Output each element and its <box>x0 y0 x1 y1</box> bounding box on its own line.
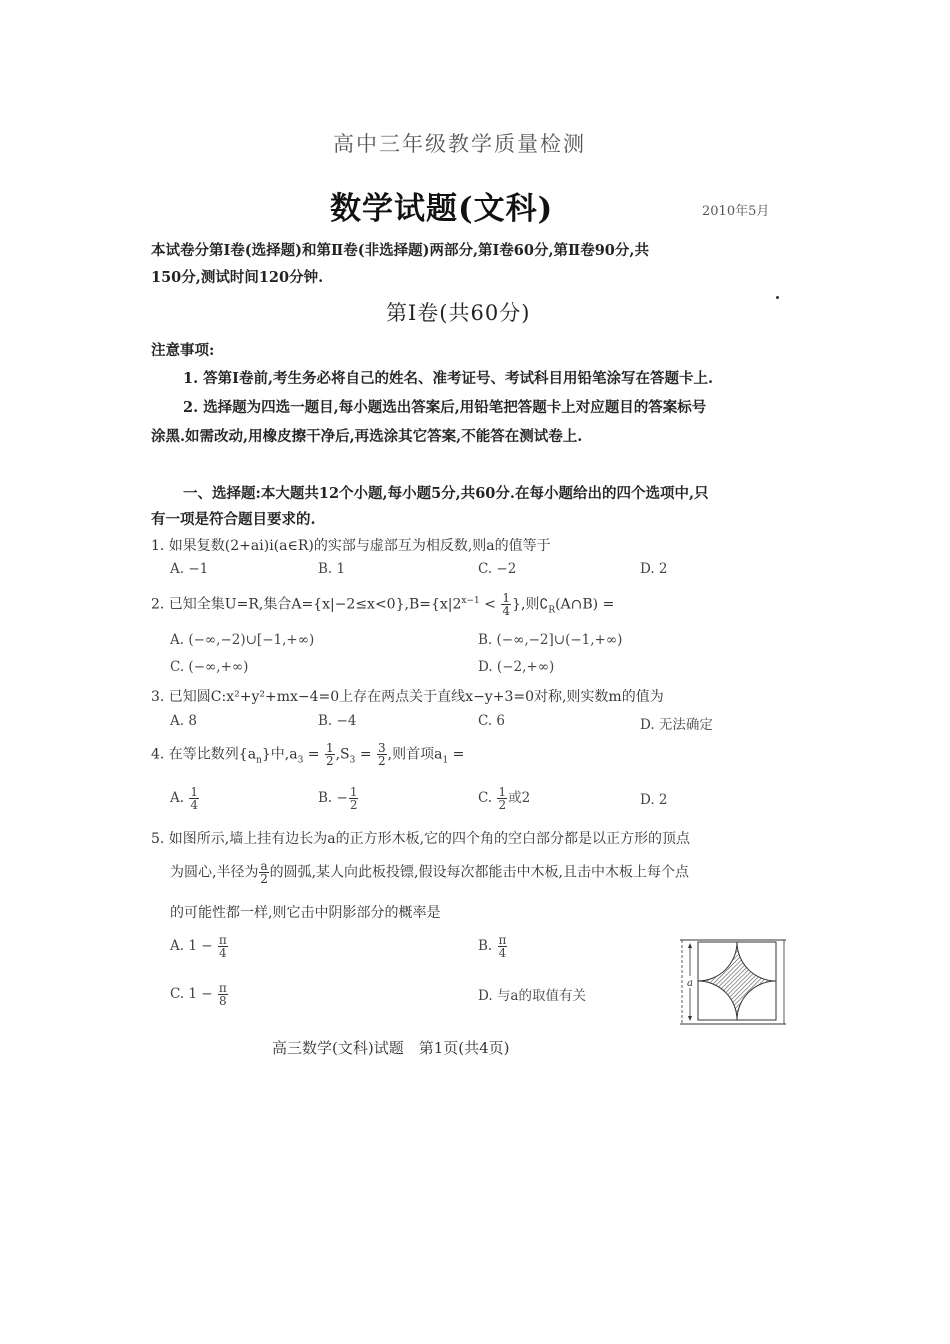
question-1-stem: 1. 如果复数(2+ai)i(a∈R)的实部与虚部互为相反数,则a的值等于 <box>151 538 551 554</box>
question-5-option-b <box>478 934 508 959</box>
question-1-option-d: D. 2 <box>640 561 668 577</box>
question-4-fraction-2 <box>377 742 387 767</box>
question-2-option-c: C. (−∞,+∞) <box>170 659 249 675</box>
question-5-option-b-den: 4 <box>498 946 507 960</box>
question-3-option-b: B. −4 <box>318 713 357 729</box>
section-1-line-1: 一、选择题:本大题共12个小题,每小题5分,共60分.在每小题给出的四个选项中,只 <box>183 485 709 502</box>
question-4-option-c-post: 或2 <box>508 790 531 806</box>
question-4-option-c-den: 2 <box>498 798 507 812</box>
question-1-option-b: B. 1 <box>318 561 346 577</box>
question-4-option-a-frac <box>189 786 199 811</box>
question-5-option-a-pre: A. 1 − <box>170 938 217 954</box>
question-5-option-a-frac <box>218 934 228 959</box>
question-4-fraction-1-num: 1 <box>325 741 334 755</box>
school-header: 高中三年级教学质量检测 <box>333 132 586 156</box>
question-4-option-c <box>478 786 530 811</box>
question-5-line-1: 5. 如图所示,墙上挂有边长为a的正方形木板,它的四个角的空白部分都是以正方形的顶点 <box>151 831 691 847</box>
question-5-line-2-post: 的圆弧,某人向此板投镖,假设每次都能击中木板,且击中木板上每个点 <box>269 864 689 881</box>
question-5-radius-den: 2 <box>260 872 268 886</box>
question-2-stem-post: ,则∁ <box>520 596 549 613</box>
question-4-fraction-2-den: 2 <box>378 754 386 768</box>
question-4-stem-mid-2: = <box>303 746 324 763</box>
question-5-option-c-num: π <box>218 981 227 995</box>
question-4-sub-3: 3 <box>297 755 304 766</box>
question-2-subscript: R <box>548 605 556 616</box>
question-2-stem-pre: 2. 已知全集U=R,集合A={x|−2≤x<0},B= <box>151 596 431 613</box>
question-2-option-b: B. (−∞,−2]∪(−1,+∞) <box>478 632 623 648</box>
note-item-2-line-1: 2. 选择题为四选一题目,每小题选出答案后,用铅笔把答题卡上对应题目的答案标号 <box>183 399 707 416</box>
question-5-option-d: D. 与a的取值有关 <box>478 988 586 1004</box>
question-2-option-a: A. (−∞,−2)∪[−1,+∞) <box>170 632 315 648</box>
question-4-sub-1: 1 <box>442 755 449 766</box>
question-5-line-2 <box>170 860 689 885</box>
page-footer: 高三数学(文科)试题 第1页(共4页) <box>272 1039 510 1057</box>
question-4-option-a-pre: A. <box>170 790 189 806</box>
question-4-stem-mid-3: ,S <box>335 746 350 763</box>
question-5-option-a <box>170 934 229 959</box>
intro-line-2: 150分,测试时间120分钟. <box>151 269 324 286</box>
question-2-fraction-den: 4 <box>502 604 511 618</box>
question-4-option-b <box>318 786 359 811</box>
question-5-option-b-pre: B. <box>478 938 497 954</box>
note-item-1: 1. 答第Ⅰ卷前,考生务必将自己的姓名、准考证号、考试科目用铅笔涂写在答题卡上. <box>183 370 714 387</box>
question-4-stem-eq: = <box>448 746 465 763</box>
question-4-sub-n: n <box>256 755 262 766</box>
question-1-option-c: C. −2 <box>478 561 517 577</box>
question-4-option-a <box>170 786 200 811</box>
note-item-2-line-2: 涂黑.如需改动,用橡皮擦干净后,再选涂其它答案,不能答在测试卷上. <box>151 428 583 445</box>
question-4-fraction-1 <box>325 742 335 767</box>
question-4-sub-3b: 3 <box>349 755 356 766</box>
shaded-region <box>698 942 776 1020</box>
question-2-stem <box>151 592 614 617</box>
question-4-stem-mid-1: }中,a <box>261 746 298 763</box>
question-5-radius-fraction <box>259 860 268 885</box>
question-5-line-3: 的可能性都一样,则它击中阴影部分的概率是 <box>170 905 441 921</box>
question-3-stem: 3. 已知圆C:x²+y²+mx−4=0上存在两点关于直线x−y+3=0对称,则实数m的值为 <box>151 689 664 705</box>
question-4-stem <box>151 742 464 767</box>
question-2-stem-end: (A∩B) = <box>555 596 615 613</box>
question-5-option-a-den: 4 <box>218 946 227 960</box>
question-5-option-c-frac <box>218 982 228 1007</box>
question-4-option-b-num: 1 <box>349 785 358 799</box>
question-4-fraction-1-den: 2 <box>325 754 334 768</box>
question-5-option-a-num: π <box>218 933 227 947</box>
section-1-line-2: 有一项是符合题目要求的. <box>151 511 316 528</box>
question-3-option-a: A. 8 <box>170 713 197 729</box>
question-4-option-a-den: 4 <box>190 798 198 812</box>
question-4-stem-mid-4: = <box>355 746 377 763</box>
question-5-option-c-pre: C. 1 − <box>170 986 217 1002</box>
question-2-fraction <box>501 592 511 617</box>
question-4-fraction-2-num: 3 <box>378 741 386 755</box>
question-4-option-c-pre: C. <box>478 790 497 806</box>
question-4-option-b-pre: B. − <box>318 790 348 806</box>
question-5-option-c-den: 8 <box>219 994 227 1008</box>
question-5-option-c <box>170 982 229 1007</box>
question-2-set-mid: < <box>479 596 501 613</box>
question-4-option-d: D. 2 <box>640 792 668 808</box>
intro-line-1: 本试卷分第Ⅰ卷(选择题)和第Ⅱ卷(非选择题)两部分,第Ⅰ卷60分,第Ⅱ卷90分,共 <box>151 242 649 259</box>
volume-1-title: 第Ⅰ卷(共60分) <box>386 301 531 325</box>
question-2-exponent: x−1 <box>461 595 480 606</box>
question-5-radius-num: a <box>260 859 268 873</box>
exam-date: 2010年5月 <box>702 204 770 219</box>
question-5-line-2-pre: 为圆心,半径为 <box>170 864 259 881</box>
dimension-arrow-top <box>688 943 692 948</box>
question-3-option-d: D. 无法确定 <box>640 717 713 733</box>
question-4-option-b-den: 2 <box>349 798 358 812</box>
question-2-set-pre: {x|2 <box>430 596 462 613</box>
question-2-option-d: D. (−2,+∞) <box>478 659 555 675</box>
question-1-option-a: A. −1 <box>170 561 209 577</box>
question-4-option-a-num: 1 <box>190 785 198 799</box>
dimension-arrow-bottom <box>688 1016 692 1021</box>
question-3-option-c: C. 6 <box>478 713 506 729</box>
dimension-label: a <box>687 978 693 989</box>
question-2-set-post: } <box>512 596 521 613</box>
question-4-option-b-frac <box>349 786 359 811</box>
question-4-stem-end: ,则首项a <box>387 746 443 763</box>
question-5-option-b-num: π <box>498 933 507 947</box>
speck-mark <box>776 296 779 299</box>
question-2-fraction-num: 1 <box>502 591 511 605</box>
exam-title: 数学试题(文科) <box>330 191 554 227</box>
notes-heading: 注意事项: <box>151 342 215 359</box>
question-5-option-b-frac <box>498 934 508 959</box>
dartboard-figure <box>678 938 788 1026</box>
question-4-option-c-num: 1 <box>498 785 507 799</box>
question-4-option-c-frac <box>497 786 507 811</box>
question-4-stem-pre: 4. 在等比数列{a <box>151 746 257 763</box>
